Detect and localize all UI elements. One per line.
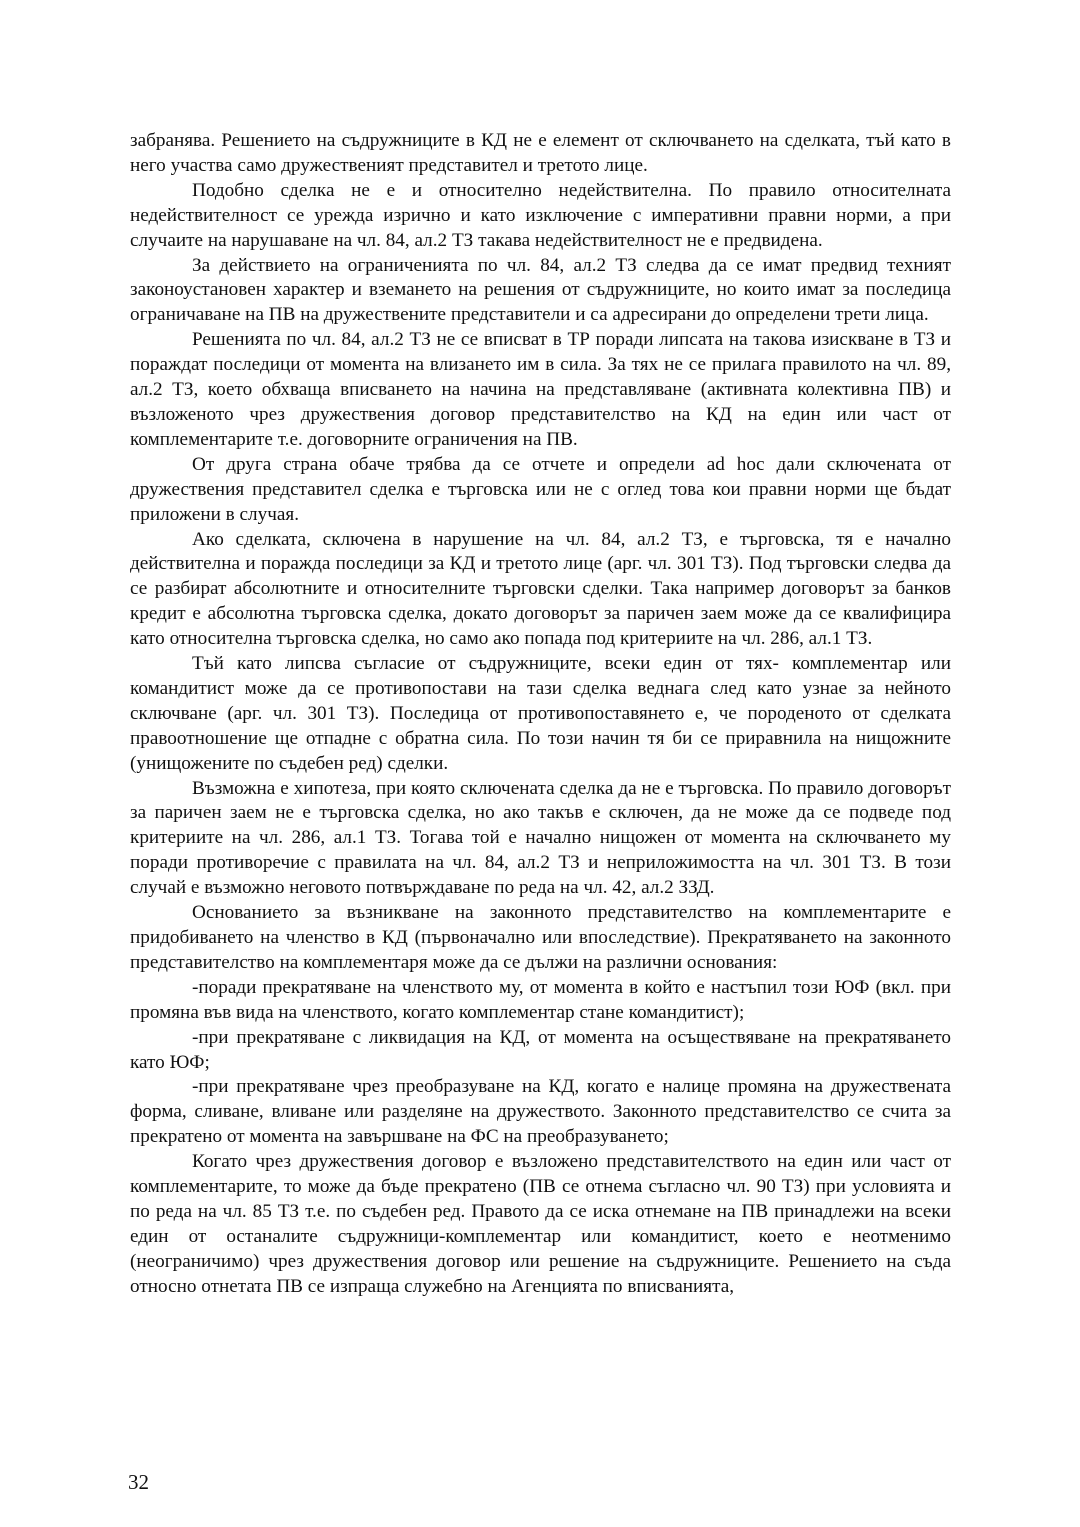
page-number: 32: [128, 1470, 149, 1494]
paragraph: Когато чрез дружествения договор е възложено представителството на един или част от комплементарите, то може да бъде прекратено (ПВ се отнема съгласно чл. 90 ТЗ) при условията и по реда на чл. 85 ТЗ т.е. по съдебен ред. Правото да се иска отнемане на ПВ принадлежи на всеки един от останалите съдружници-комплементар или командитист, което е неотменимо (неограничимо) чрез дружествения договор или решение на съдружниците. Решението на съда относно отнетата ПВ се изпраща служебно на Агенцията по вписванията,: [130, 1151, 951, 1297]
body-text: [130, 129, 951, 1300]
paragraph-continuation: забранява. Решението на съдружниците в КД не е елемент от сключването на сделката, тъй като в него участва само дружественият представител и третото лице.: [130, 130, 951, 176]
paragraph: Ако сделката, сключена в нарушение на чл. 84, ал.2 ТЗ, е търговска, тя е начално действителна и поражда последици за КД и третото лице (арг. чл. 301 ТЗ). Под търговски следва да се разбират абсолютните и относителните търговски сделки. Така например договорът за банков кредит е абсолютна търговска сделка, докато договорът за паричен заем може да се квалифицира като относителна търговска сделка, но само ако попада под критериите на чл. 286, ал.1 ТЗ.: [130, 528, 951, 650]
paragraph: Решенията по чл. 84, ал.2 ТЗ не се вписват в ТР поради липсата на такова изискване в ТЗ и пораждат последици от момента на влизането им в сила. За тях не се прилага правилото на чл. 89, ал.2 ТЗ, което обхваща вписването на начина на представляване (активната колективна ПВ) и възложеното чрез дружествения договор представителство на КД на един или част от комплементарите т.е. договорните ограничения на ПВ.: [130, 329, 951, 450]
paragraph: Възможна е хипотеза, при която сключената сделка да не е търговска. По правило договорът за паричен заем не е търговска сделка, но ако такъв е сключен, да не може да се подведе под критериите на чл. 286, ал.1 ТЗ. Тогава той е начално нищожен от момента на сключването му поради противоречие с правилата на чл. 84, ал.2 ТЗ и неприложимостта на чл. 301 ТЗ. В този случай е възможно неговото потвърждаване по реда на чл. 42, ал.2 ЗЗД.: [130, 777, 951, 899]
paragraph: От друга страна обаче трябва да се отчете и определи ad hoc дали сключената от дружествения представител сделка е търговска или не с оглед това кои правни норми ще бъдат приложени в случая.: [130, 453, 951, 525]
paragraph: Тъй като липсва съгласие от съдружниците, всеки един от тях- комплементар или командитист може да се противопостави на тази сделка веднага след като узнае за нейното сключване (арг. чл. 301 ТЗ). Последица от противопоставянето е, че породеното от сделката правоотношение ще отпадне с обратна сила. По този начин тя би се приравнила на нищожните (унищожените по съдебен ред) сделки.: [130, 653, 951, 774]
paragraph: Подобно сделка не е и относително недействителна. По правило относителната недействителност се урежда изрично и като изключение с императивни правни норми, а при случаите на нарушаване на чл. 84, ал.2 ТЗ такава недействителност не е предвидена.: [130, 179, 951, 251]
list-item: -при прекратяване чрез преобразуване на КД, когато е налице промяна на дружествената форма, сливане, вливане или разделяне на дружеството. Законното представителство се счита за прекратено от момента на завършване на ФС на преобразуването;: [130, 1076, 951, 1148]
list-item: -при прекратяване с ликвидация на КД, от момента на осъществяване на прекратяването като ЮФ;: [130, 1026, 951, 1073]
list-item: -поради прекратяване на членството му, от момента в който е настъпил този ЮФ (вкл. при промяна във вида на членството, когато комплементар стане командитист);: [130, 976, 951, 1023]
paragraph: Основанието за възникване на законното представителство на комплементарите е придобиването на членство в КД (първоначално или впоследствие). Прекратяването на законното представителство на комплементаря може да се дължи на различни основания:: [130, 902, 951, 973]
paragraph: За действието на ограниченията по чл. 84, ал.2 ТЗ следва да се имат предвид техният законоустановен характер и вземането на решения от съдружниците, но които имат за последица ограничаване на ПВ на дружествените представители и са адресирани до определени трети лица.: [130, 254, 951, 326]
